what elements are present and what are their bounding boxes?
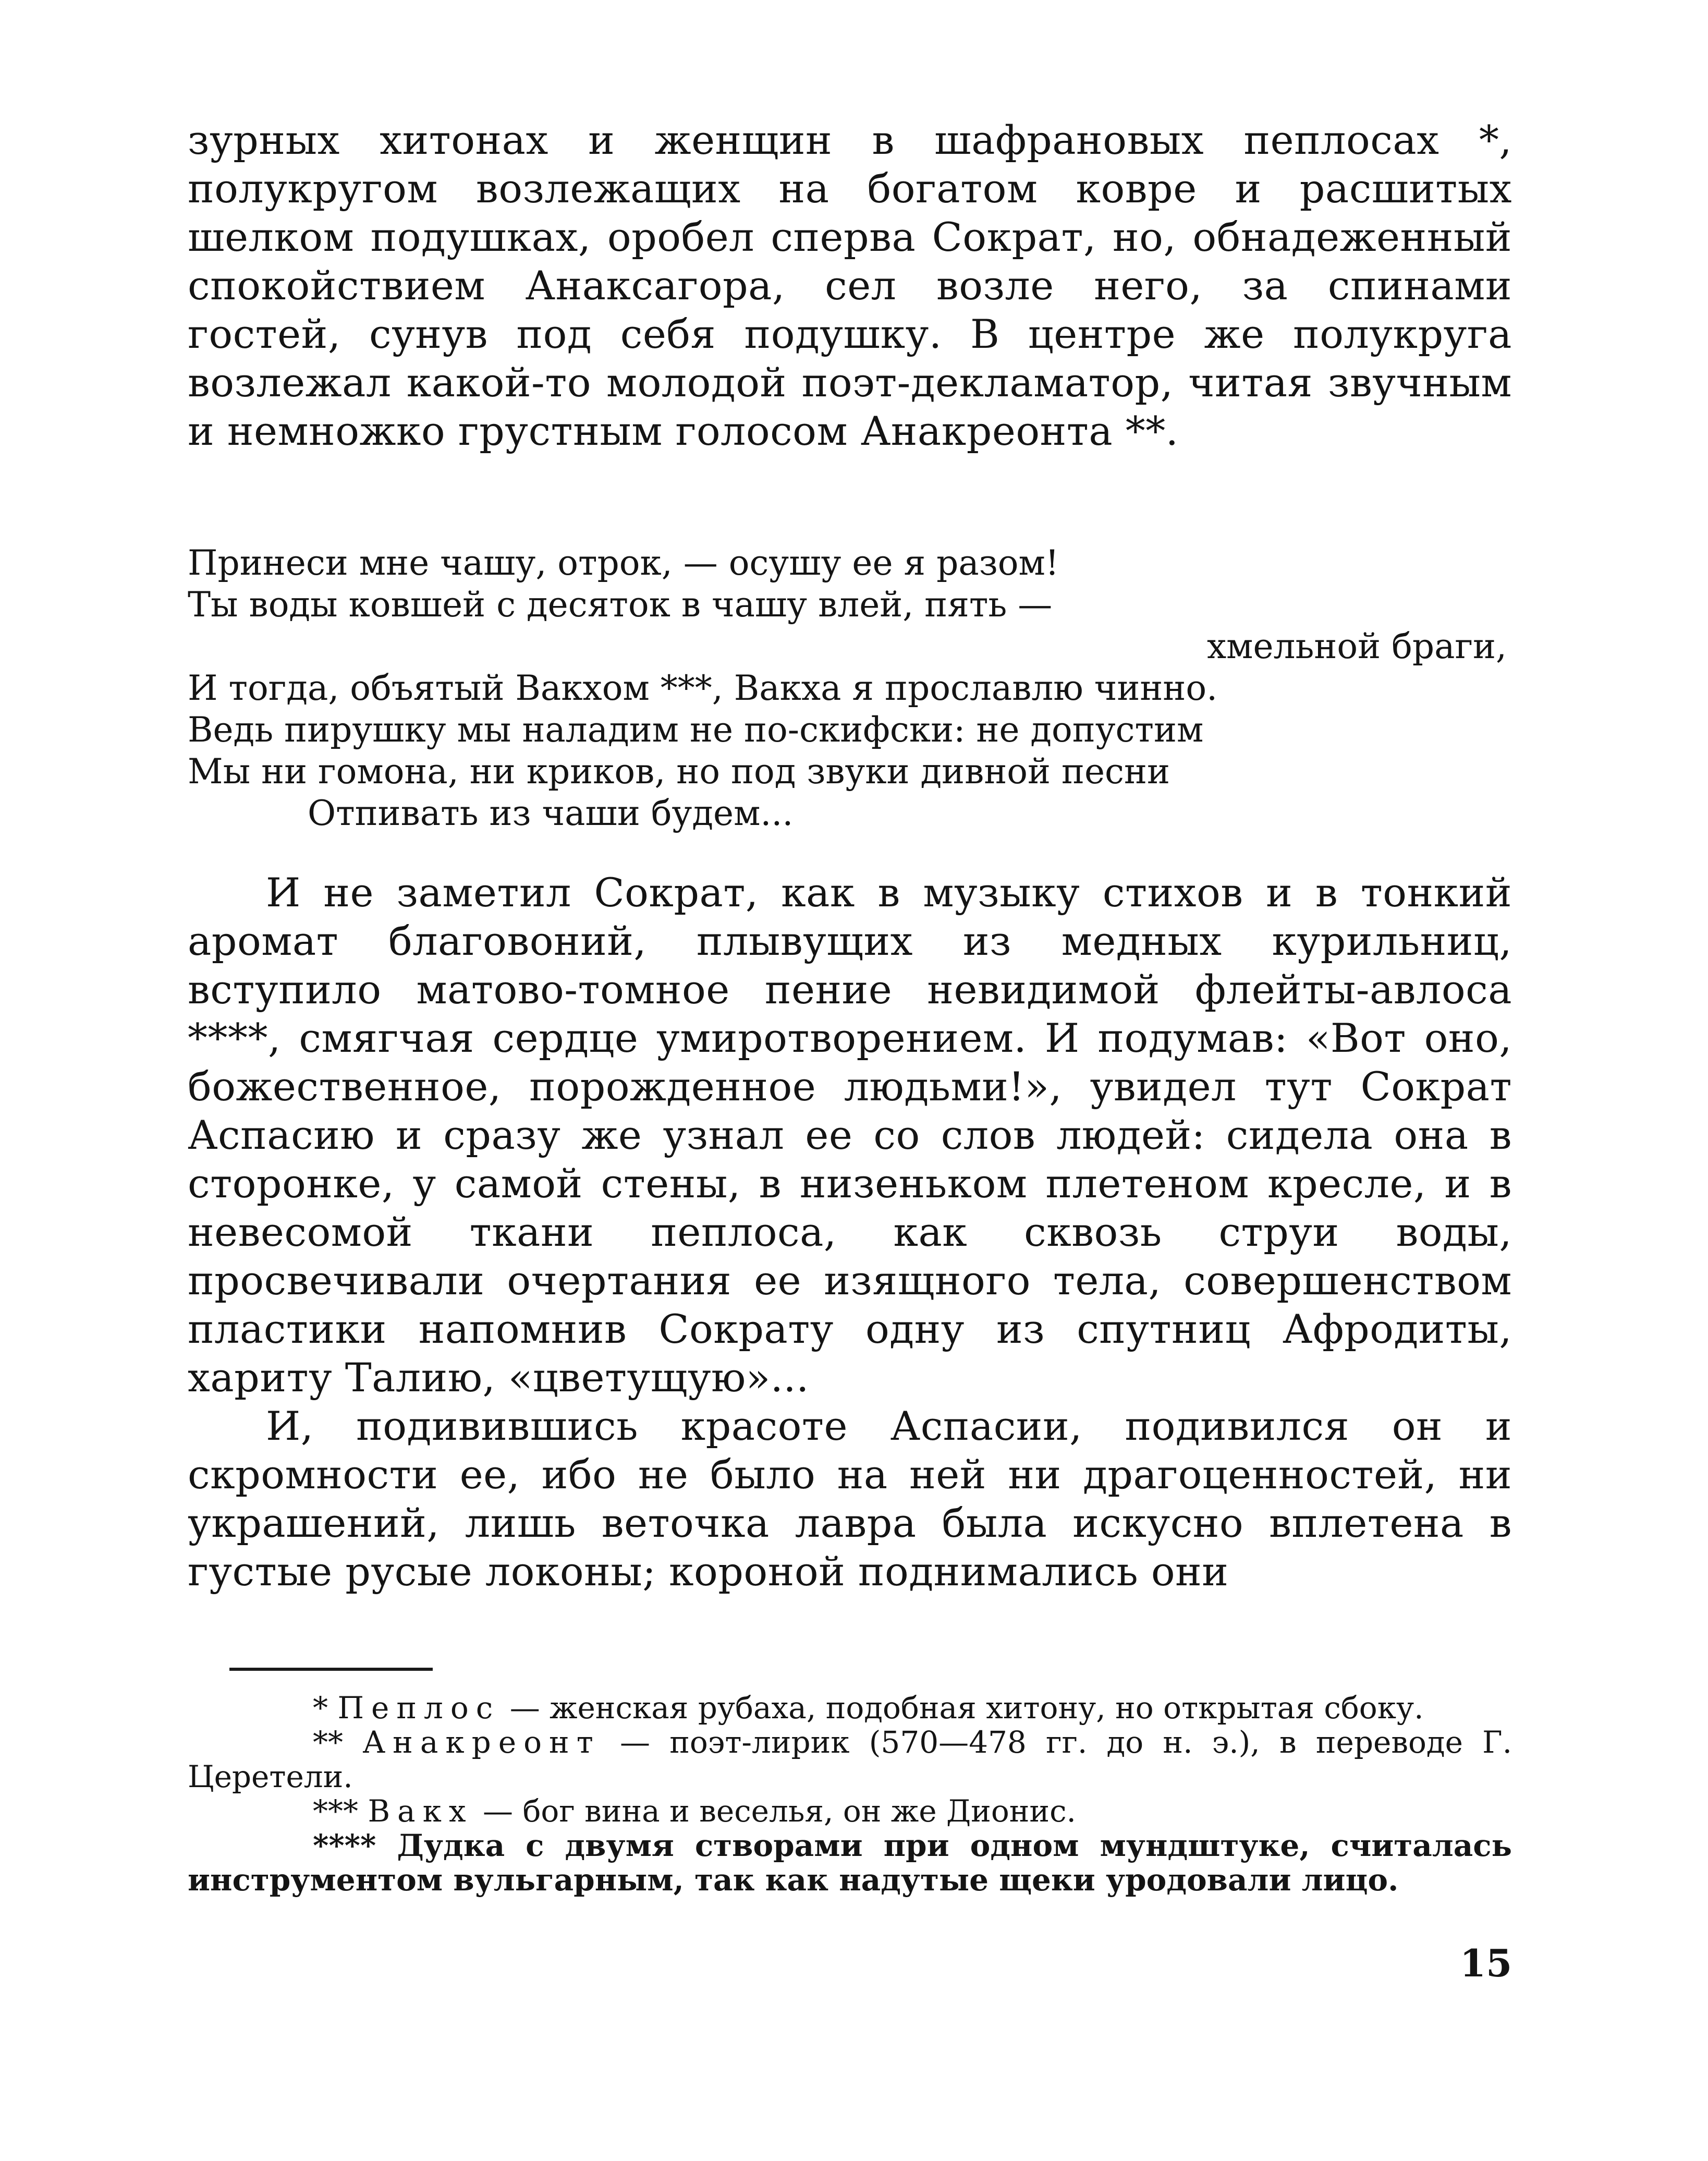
verse-line-6: Отпивать из чаши будем... [308,793,794,833]
verse-line-4: Ведь пирушку мы наладим не по-скифски: не допустим [188,710,1204,750]
paragraph-continuation: зурных хитонах и женщин в шафрановых пеплосах *, полукругом возлежащих на богатом ковре и расшитых шелком подушках, оробел сперва Сократ, но, обнадеженный спокойствием Анаксагора, сел возле него, за спинами гостей, сунув под себя подушку. В центре же полукруга возлежал какой-то молодой поэт-декламатор, читая звучным и немножко грустным голосом Анакреонта **. [188,117,1512,454]
footnote-term: Пеплос [337,1690,501,1726]
footnote-divider [229,1668,433,1671]
verse-line-5: Мы ни гомона, ни криков, но под звуки дивной песни [188,751,1170,792]
footnote-1 [188,1691,1512,1725]
footnote-term: Вакх [368,1793,473,1829]
paragraph: И не заметил Сократ, как в музыку стихов и в тонкий аромат благовоний, плывущих из медных курильниц, вступило матово-томное пение невидимой флейты-авлоса ****, смягчая сердце умиротворением. И подумав: «Вот оно, божественное, порожденное людьми!», увидел тут Сократ Аспасию и сразу же узнал ее со слов людей: сидела она в сторонке, у самой стены, в низеньком плетеном кресле, и в невесомой ткани пеплоса, как сквозь струи воды, просвечивали очертания ее изящного тела, совершенством пластики напомнив Сократу одну из спутниц Афродиты, хариту Талию, «цветущую»... [188,869,1512,1401]
footnote-3 [188,1794,1512,1828]
poem-verse [188,542,1512,834]
footnote-2 [188,1725,1512,1794]
prose-top [188,116,1512,455]
verse-line-2-continuation: хмельной браги, [1206,626,1507,666]
verse-line-1: Принеси мне чашу, отрок, — осушу ее я разом! [188,543,1059,583]
prose-bottom [188,868,1512,1596]
footnote-marker: ** [313,1725,343,1760]
footnote-term: Анакреонт [362,1725,601,1760]
paragraph: И, подивившись красоте Аспасии, подивился он и скромности ее, ибо не было на ней ни драгоценностей, ни украшений, лишь веточка лавра была искусно вплетена в густые русые локоны; короной поднимались они [188,1403,1512,1595]
footnote-4 [188,1828,1512,1897]
footnote-text: — бог вина и веселья, он же Дионис. [483,1793,1076,1829]
footnote-text: — поэт-лирик (570—478 гг. до н. э.), в переводе Г. Церетели. [188,1725,1512,1794]
footnote-text: Дудка с двумя створами при одном мундштуке, считалась инструментом вульгарным, так как надутые щеки уродовали лицо. [188,1828,1512,1898]
footnote-marker: *** [313,1793,358,1829]
footnote-marker: * [313,1690,328,1726]
verse-line-2: Ты воды ковшей с десяток в чашу влей, пять — [188,585,1053,625]
footnote-marker: **** [313,1828,376,1863]
page-number: 15 [1460,1941,1512,1985]
verse-line-3: И тогда, объятый Вакхом ***, Вакха я прославлю чинно. [188,668,1218,708]
footnotes [188,1691,1512,1897]
footnote-text: — женская рубаха, подобная хитону, но открытая сбоку. [509,1690,1424,1726]
